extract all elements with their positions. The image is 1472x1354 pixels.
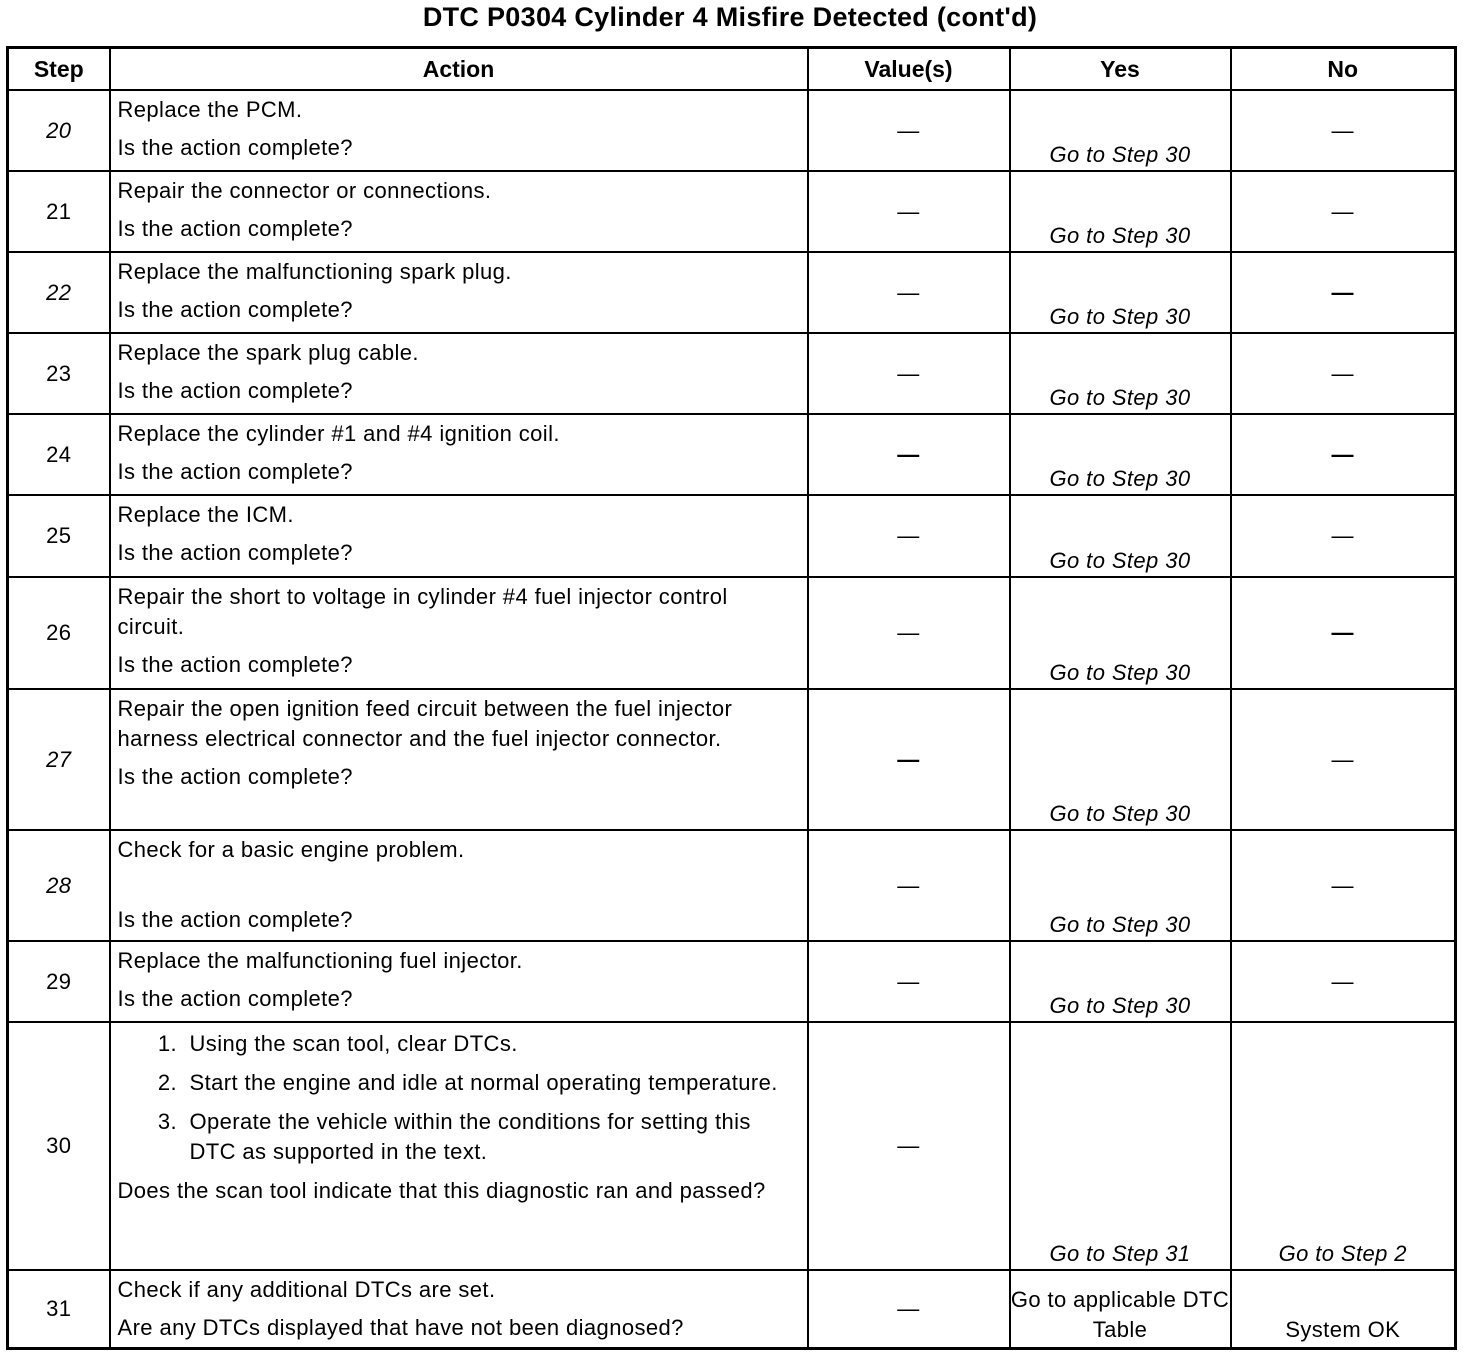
diagnostic-table bbox=[6, 46, 1457, 1350]
header-no: No bbox=[1231, 48, 1456, 91]
step-number: 31 bbox=[8, 1270, 110, 1348]
action-question: Are any DTCs displayed that have not been diagnosed? bbox=[117, 1315, 684, 1340]
substep-item: 1. Using the scan tool, clear DTCs. bbox=[184, 1029, 799, 1059]
step-number: 28 bbox=[8, 830, 110, 941]
no-cell: — bbox=[1231, 171, 1456, 252]
step-number: 25 bbox=[8, 495, 110, 577]
no-cell: — bbox=[1231, 941, 1456, 1022]
action-text: Repair the open ignition feed circuit between the fuel injector harness electrical connector and the fuel injector connector. bbox=[117, 696, 733, 751]
table-row bbox=[8, 90, 1456, 171]
table-row bbox=[8, 830, 1456, 941]
table-row bbox=[8, 689, 1456, 830]
no-cell: — bbox=[1231, 333, 1456, 414]
step-number: 20 bbox=[8, 90, 110, 171]
no-cell: — bbox=[1231, 414, 1456, 495]
action-cell bbox=[110, 252, 808, 333]
action-cell bbox=[110, 830, 808, 941]
action-question: Is the action complete? bbox=[117, 986, 353, 1011]
action-question: Is the action complete? bbox=[117, 907, 353, 932]
header-values: Value(s) bbox=[808, 48, 1010, 91]
table-row bbox=[8, 333, 1456, 414]
no-cell: — bbox=[1231, 90, 1456, 171]
yes-cell: Go to Step 30 bbox=[1010, 941, 1231, 1022]
header-action: Action bbox=[110, 48, 808, 91]
no-cell: Go to Step 2 bbox=[1231, 1022, 1456, 1270]
action-text: Replace the cylinder #1 and #4 ignition coil. bbox=[117, 421, 560, 446]
yes-cell: Go to Step 30 bbox=[1010, 495, 1231, 577]
header-yes: Yes bbox=[1010, 48, 1231, 91]
substep-item: 2. Start the engine and idle at normal operating temperature. bbox=[184, 1068, 799, 1098]
action-text: Replace the PCM. bbox=[117, 97, 303, 122]
header-row bbox=[8, 48, 1456, 91]
step-number: 21 bbox=[8, 171, 110, 252]
substep-item: 3. Operate the vehicle within the conditions for setting this DTC as supported in the text. bbox=[184, 1107, 799, 1167]
yes-cell: Go to Step 30 bbox=[1010, 577, 1231, 689]
step-number: 29 bbox=[8, 941, 110, 1022]
action-cell bbox=[110, 1022, 808, 1270]
yes-cell: Go to Step 30 bbox=[1010, 689, 1231, 830]
action-text: Repair the short to voltage in cylinder #4 fuel injector control circuit. bbox=[117, 584, 728, 639]
value-cell: — bbox=[808, 577, 1010, 689]
value-cell: — bbox=[808, 689, 1010, 830]
no-cell: — bbox=[1231, 252, 1456, 333]
action-question: Is the action complete? bbox=[117, 652, 353, 677]
action-cell bbox=[110, 171, 808, 252]
table-row bbox=[8, 577, 1456, 689]
action-cell bbox=[110, 941, 808, 1022]
action-question: Is the action complete? bbox=[117, 540, 353, 565]
yes-cell: Go to Step 30 bbox=[1010, 171, 1231, 252]
yes-cell: Go to Step 30 bbox=[1010, 830, 1231, 941]
yes-cell: Go to applicable DTC Table bbox=[1010, 1270, 1231, 1348]
table-row bbox=[8, 1270, 1456, 1348]
action-text: Check if any additional DTCs are set. bbox=[117, 1277, 496, 1302]
table-row bbox=[8, 171, 1456, 252]
value-cell: — bbox=[808, 171, 1010, 252]
action-text: Replace the malfunctioning spark plug. bbox=[117, 259, 512, 284]
action-cell bbox=[110, 577, 808, 689]
no-cell: System OK bbox=[1231, 1270, 1456, 1348]
action-question: Is the action complete? bbox=[117, 297, 353, 322]
action-question: Is the action complete? bbox=[117, 764, 353, 789]
action-question: Is the action complete? bbox=[117, 459, 353, 484]
no-cell: — bbox=[1231, 577, 1456, 689]
step-number: 26 bbox=[8, 577, 110, 689]
no-cell: — bbox=[1231, 830, 1456, 941]
header-step: Step bbox=[8, 48, 110, 91]
no-cell: — bbox=[1231, 689, 1456, 830]
step-number: 23 bbox=[8, 333, 110, 414]
value-cell: — bbox=[808, 1022, 1010, 1270]
value-cell: — bbox=[808, 90, 1010, 171]
action-cell bbox=[110, 90, 808, 171]
value-cell: — bbox=[808, 414, 1010, 495]
action-question: Is the action complete? bbox=[117, 135, 353, 160]
action-text: Check for a basic engine problem. bbox=[117, 837, 465, 862]
value-cell: — bbox=[808, 333, 1010, 414]
table-row bbox=[8, 495, 1456, 577]
yes-cell: Go to Step 30 bbox=[1010, 90, 1231, 171]
action-question: Is the action complete? bbox=[117, 216, 353, 241]
action-question: Is the action complete? bbox=[117, 378, 353, 403]
action-cell bbox=[110, 414, 808, 495]
action-text: Replace the ICM. bbox=[117, 502, 294, 527]
action-cell bbox=[110, 333, 808, 414]
yes-cell: Go to Step 30 bbox=[1010, 333, 1231, 414]
action-cell bbox=[110, 689, 808, 830]
step-number: 27 bbox=[8, 689, 110, 830]
action-text: Replace the malfunctioning fuel injector. bbox=[117, 948, 523, 973]
value-cell: — bbox=[808, 495, 1010, 577]
action-text: Replace the spark plug cable. bbox=[117, 340, 419, 365]
value-cell: — bbox=[808, 941, 1010, 1022]
no-cell: — bbox=[1231, 495, 1456, 577]
action-text: Repair the connector or connections. bbox=[117, 178, 492, 203]
action-cell bbox=[110, 1270, 808, 1348]
yes-cell: Go to Step 30 bbox=[1010, 414, 1231, 495]
value-cell: — bbox=[808, 1270, 1010, 1348]
step-number: 22 bbox=[8, 252, 110, 333]
table-row bbox=[8, 1022, 1456, 1270]
action-question: Does the scan tool indicate that this diagnostic ran and passed? bbox=[117, 1178, 766, 1203]
step-number: 24 bbox=[8, 414, 110, 495]
yes-cell: Go to Step 30 bbox=[1010, 252, 1231, 333]
substep-list bbox=[118, 1029, 799, 1167]
page-title: DTC P0304 Cylinder 4 Misfire Detected (cont'd) bbox=[422, 2, 1038, 32]
value-cell: — bbox=[808, 830, 1010, 941]
step-number: 30 bbox=[8, 1022, 110, 1270]
table-row bbox=[8, 941, 1456, 1022]
table-row bbox=[8, 414, 1456, 495]
action-cell bbox=[110, 495, 808, 577]
yes-cell: Go to Step 31 bbox=[1010, 1022, 1231, 1270]
value-cell: — bbox=[808, 252, 1010, 333]
table-row bbox=[8, 252, 1456, 333]
